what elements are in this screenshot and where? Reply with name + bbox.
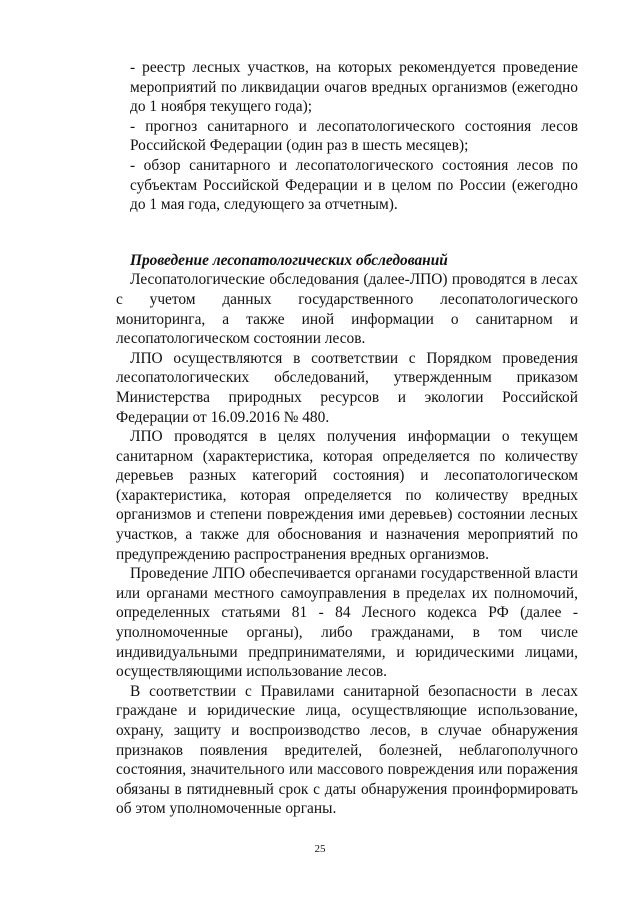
document-page (116, 58, 578, 819)
paragraph-provision: Проведение ЛПО обеспечивается органами государственной власти или органами местного самоуправления в пределах их полномочий, определенных статьями 81 - 84 Лесного кодекса РФ (далее - уполномоченные органы), либо гражданами, в том числе индивидуальными предпринимателями, и юридическими лицами, осуществляющими использование лесов. (116, 565, 578, 681)
list-item-registry: - реестр лесных участков, на которых рекомендуется проведение мероприятий по ликвидации очагов вредных организмов (ежегодно до 1 ноября текущего года); (130, 59, 578, 116)
section-heading: Проведение лесопатологических обследований (130, 251, 448, 269)
list-item-forecast: - прогноз санитарного и лесопатологического состояния лесов Российской Федерации (один раз в шесть месяцев); (130, 117, 578, 155)
paragraph-definition: Лесопатологические обследования (далее-ЛПО) проводятся в лесах с учетом данных государственного лесопатологического мониторинга, а также иной информации о санитарном и лесопатологическом состоянии лесов. (116, 271, 578, 348)
paragraph-rules: В соответствии с Правилами санитарной безопасности в лесах граждане и юридические лица, осуществляющие использование, охрану, защиту и воспроизводство лесов, в случае обнаружения признаков появления вредителей, болезней, неблагополучного состояния, значительного или массового повреждения или поражения обязаны в пятидневный срок с даты обнаружения проинформировать об этом уполномоченные органы. (116, 682, 578, 818)
paragraph-purpose: ЛПО проводятся в целях получения информации о текущем санитарном (характеристика, которая определяется по количеству деревьев разных категорий состояния) и лесопатологическом (характеристика, которая определяется по количеству вредных организмов и степени повреждения ими деревьев) состоянии лесных участков, а также для обоснования и назначения мероприятий по предупреждению распространения вредных организмов. (116, 428, 578, 563)
list-item-review: - обзор санитарного и лесопатологического состояния лесов по субъектам Российской Федерации и в целом по России (ежегодно до 1 мая года, следующего за отчетным). (130, 156, 578, 214)
paragraph-order: ЛПО осуществляются в соответствии с Порядком проведения лесопатологических обследований, утвержденным приказом Министерства природных ресурсов и экологии Российской Федерации от 16.09.2016 № 480. (116, 349, 578, 426)
page-number: 25 (314, 843, 326, 855)
spacer (116, 215, 578, 233)
